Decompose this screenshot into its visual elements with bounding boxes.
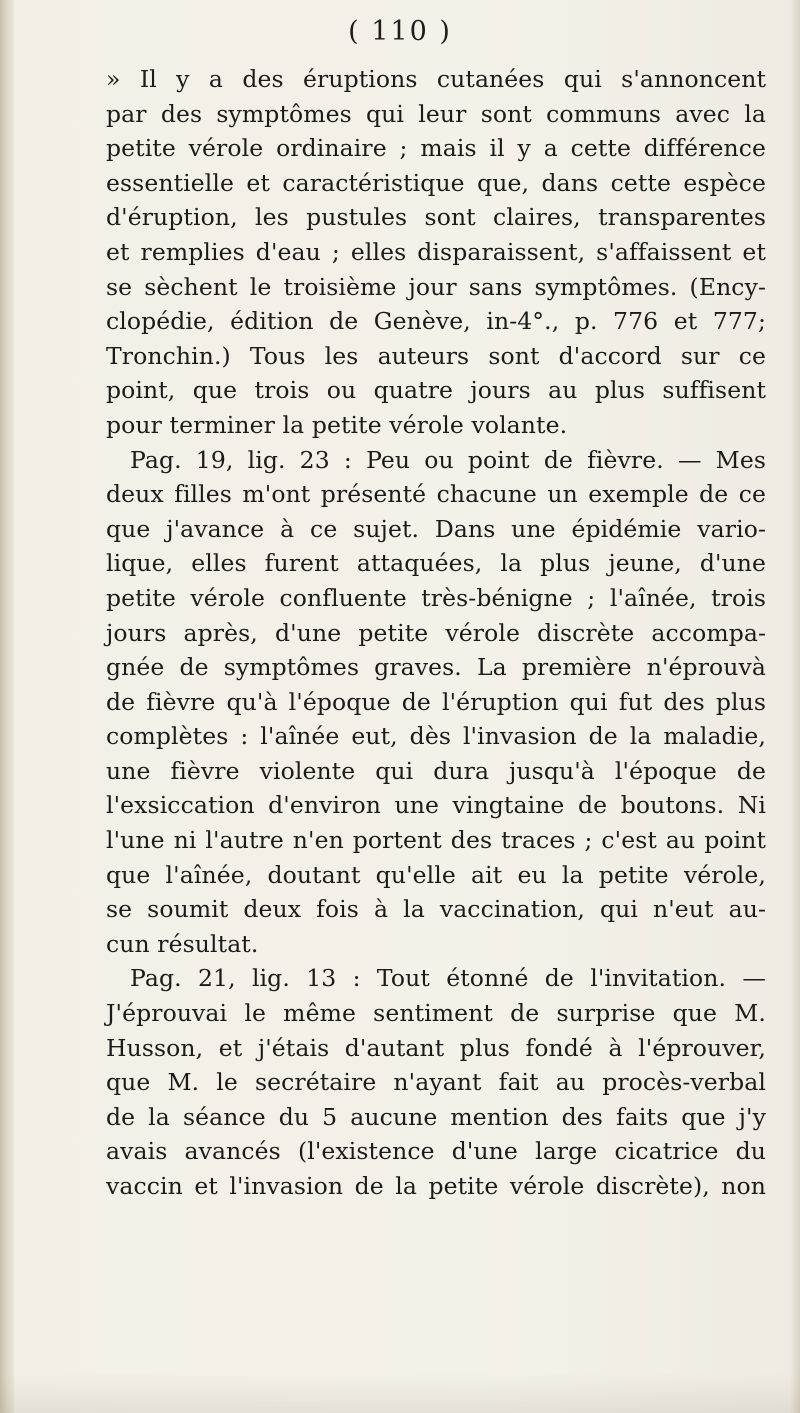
text-line: petite vérole ordinaire ; mais il y a cette différence [106, 134, 766, 163]
text-line: lique, elles furent attaquées, la plus jeune, d'une [106, 549, 766, 578]
text-line: d'éruption, les pustules sont claires, transparentes [106, 203, 766, 232]
body-text [106, 62, 766, 1204]
text-line: se soumit deux fois à la vaccination, qui n'eut au- [106, 895, 766, 924]
text-line: l'exsiccation d'environ une vingtaine de boutons. Ni [106, 791, 766, 820]
text-line: jours après, d'une petite vérole discrète accompa- [106, 618, 766, 647]
text-line: Husson, et j'étais d'autant plus fondé à l'éprouver, [106, 1033, 766, 1062]
text-line: gnée de symptômes graves. La première n'éprouvà [106, 653, 766, 682]
binding-edge [0, 0, 14, 1413]
text-line: vaccin et l'invasion de la petite vérole discrète), non [106, 1172, 766, 1200]
text-line: que l'aînée, doutant qu'elle ait eu la petite vérole, [106, 860, 766, 889]
text-line: complètes : l'aînée eut, dès l'invasion de la maladie, [106, 722, 766, 751]
text-line: clopédie, édition de Genève, in-4°., p. 776 et 777; [106, 307, 766, 336]
text-line: se sèchent le troisième jour sans symptômes. (Ency- [106, 272, 766, 301]
page-shadow [0, 1373, 800, 1413]
text-line: petite vérole confluente très-bénigne ; l'aînée, trois [106, 583, 766, 612]
text-line: cun résultat. [106, 929, 259, 958]
text-line: Pag. 21, lig. 13 : Tout étonné de l'invitation. — [130, 964, 766, 993]
text-line: avais avancés (l'existence d'une large cicatrice du [106, 1137, 766, 1166]
text-line: l'une ni l'autre n'en portent des traces ; c'est au point [106, 826, 766, 855]
text-line: une fièvre violente qui dura jusqu'à l'époque de [106, 756, 766, 785]
text-line: deux filles m'ont présenté chacune un exemple de ce [106, 480, 766, 509]
text-line: de fièvre qu'à l'époque de l'éruption qui fut des plus [106, 687, 766, 716]
text-line: par des symptômes qui leur sont communs avec la [106, 99, 766, 128]
page-number: ( 110 ) [348, 16, 452, 47]
text-line: pour terminer la petite vérole volante. [106, 410, 568, 439]
text-line: Pag. 19, lig. 23 : Peu ou point de fièvre. — Mes [130, 445, 766, 474]
text-line: » Il y a des éruptions cutanées qui s'annoncent [106, 65, 766, 93]
text-line: que M. le secrétaire n'ayant fait au procès-verbal [106, 1068, 766, 1097]
page-edge [790, 0, 800, 1413]
text-line: J'éprouvai le même sentiment de surprise que M. [106, 999, 766, 1028]
text-line: de la séance du 5 aucune mention des faits que j'y [106, 1102, 766, 1131]
text-line: essentielle et caractéristique que, dans cette espèce [106, 168, 766, 197]
text-line: Tronchin.) Tous les auteurs sont d'accord sur ce [106, 341, 766, 370]
text-line: point, que trois ou quatre jours au plus suffisent [106, 376, 766, 405]
text-line: et remplies d'eau ; elles disparaissent, s'affaissent et [106, 237, 766, 266]
text-line: que j'avance à ce sujet. Dans une épidémie vario- [106, 514, 766, 543]
